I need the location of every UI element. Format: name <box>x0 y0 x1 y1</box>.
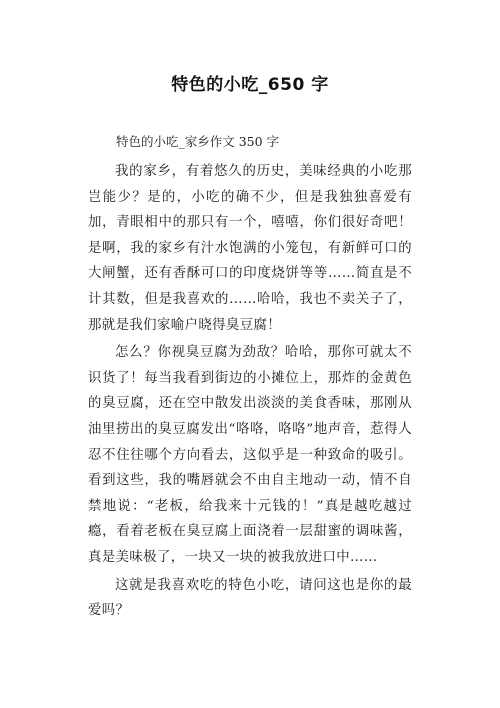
paragraph-2: 怎么？你视臭豆腐为劲敌？哈哈，那你可就太不识货了！每当我看到街边的小摊位上，那炸的金黄色的臭豆腐，还在空中散发出淡淡的美食香味，那刚从油里捞出的臭豆腐发出“咯咯，咯咯”地声音，惹得人忍不住往哪个方向看去，这似乎是一种致命的吸引。看到这些，我的嘴唇就会不由自主地动一动，情不自禁地说：“老板，给我来十元钱的！”真是越吃越过瘾，看着老板在臭豆腐上面浇着一层甜蜜的调味酱，真是美味极了，一块又一块的被我放进口中…… <box>88 345 412 565</box>
essay-subtitle: 特色的小吃_家乡作文 350 字 <box>116 134 280 149</box>
paragraph-1: 我的家乡，有着悠久的历史，美味经典的小吃那岂能少？是的，小吃的确不少，但是我独独喜爱有加，青眼相中的那只有一个，嘻嘻，你们很好奇吧！是啊，我的家乡有汁水饱满的小笼包，有新鲜可口的大闸蟹，还有香酥可口的印度烧饼等等……简直是不计其数，但是我喜欢的……哈哈，我也不卖关子了，那就是我们家喻户晓得臭豆腐！ <box>88 164 412 333</box>
paragraph-3: 这就是我喜欢吃的特色小吃，请问这也是你的最爱吗？ <box>88 577 412 619</box>
page-title: 特色的小吃_650 字 <box>171 75 329 95</box>
